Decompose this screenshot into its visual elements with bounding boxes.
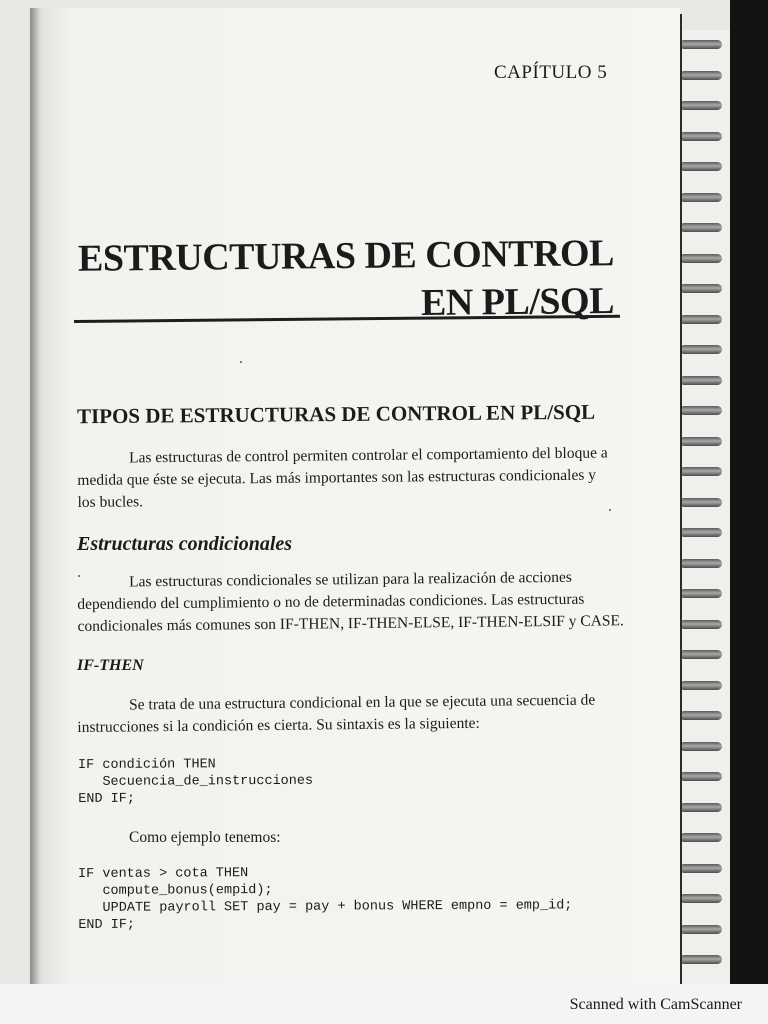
code-line: IF ventas > cota THEN [78,866,249,882]
chapter-label: CAPÍTULO 5 [494,62,608,83]
spiral-coil [682,254,722,263]
code-line: Secuencia_de_instrucciones [78,773,314,790]
spiral-coil [682,132,722,141]
spiral-coil [682,772,722,781]
spiral-coil [682,467,722,476]
spiral-coil [682,284,722,293]
example-code-block [78,863,573,934]
spiral-coil [682,925,722,934]
spiral-coil [682,345,722,354]
paragraph-line: medida que éste se ejecuta. Las más importantes son las estructuras condicionales y [77,466,597,489]
paragraph-line: instrucciones si la condición es cierta. Su sintaxis es la siguiente: [77,714,480,736]
code-line: END IF; [78,791,135,807]
page-gutter-shadow [30,8,40,984]
spiral-coil [682,650,722,659]
example-intro: Como ejemplo tenemos: [129,829,281,846]
paragraph-line: Se trata de una estructura condicional en la que se ejecuta una secuencia de [129,691,596,714]
spiral-coil [682,803,722,812]
spiral-coil [682,315,722,324]
spiral-coil [682,681,722,690]
paragraph-line: Las estructuras de control permiten controlar el comportamiento del bloque a [129,444,608,467]
section-heading: TIPOS DE ESTRUCTURAS DE CONTROL EN PL/SQL [76,399,596,429]
scan-speck [78,575,80,577]
spiral-coil [682,894,722,903]
spiral-coil [682,101,722,110]
chapter-title-line-1: ESTRUCTURAS DE CONTROL [77,232,615,280]
scan-speck [240,361,242,363]
spiral-coil [682,406,722,415]
syntax-code-block [78,756,313,808]
dark-edge [730,0,768,1000]
chapter-title-line-2: EN PL/SQL [420,279,615,325]
paragraph-line: dependiendo del cumplimiento o no de determinadas condiciones. Las estructuras [77,590,585,613]
intro-paragraph [77,442,618,514]
spiral-coil [682,40,722,49]
conditional-paragraph [77,566,624,638]
spiral-coil [682,955,722,964]
spiral-coil [682,742,722,751]
spiral-coil [682,193,722,202]
spiral-coil [682,711,722,720]
paragraph-line: condicionales más comunes son IF-THEN, IF-THEN-ELSE, IF-THEN-ELSIF y CASE. [77,612,624,635]
paragraph-line: los bucles. [77,493,144,511]
paragraph-line: Las estructuras condicionales se utilizan para la realización de acciones [129,568,573,591]
spiral-coil [682,528,722,537]
spiral-coil [682,376,722,385]
subsection-heading: Estructuras condicionales [77,533,293,555]
ifthen-paragraph [77,689,617,739]
scan-speck [609,509,611,511]
code-line: END IF; [78,917,136,933]
ifthen-heading: IF-THEN [77,657,144,674]
spiral-coil [682,437,722,446]
spiral-coil [682,833,722,842]
spiral-coil [682,620,722,629]
spiral-coil [682,864,722,873]
scanner-watermark: Scanned with CamScanner [569,996,742,1013]
code-line: IF condición THEN [78,757,216,773]
spiral-coil [682,498,722,507]
spiral-coil [682,162,722,171]
code-line: compute_bonus(empid); [78,882,273,899]
spiral-coil [682,589,722,598]
spiral-coil [682,559,722,568]
spiral-coil [682,71,722,80]
spiral-coil [682,223,722,232]
code-line: UPDATE payroll SET pay = pay + bonus WHERE empno = emp_id; [78,898,573,916]
